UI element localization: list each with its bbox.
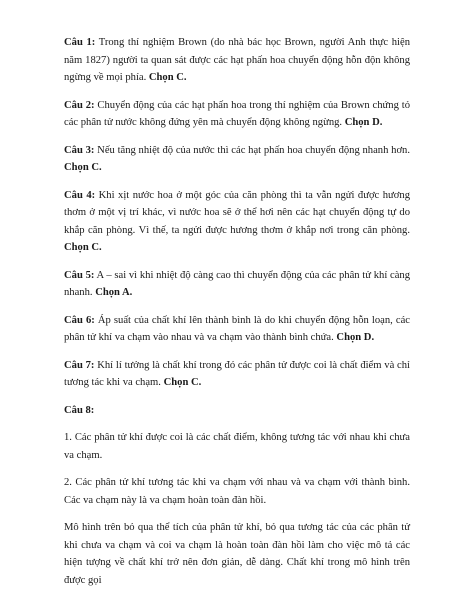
question-2 xyxy=(64,97,410,132)
answer-choice: Chọn A. xyxy=(95,287,133,298)
question-label: Câu 4: xyxy=(64,189,96,201)
answer-choice: Chọn D. xyxy=(336,332,375,343)
answer-choice: Chọn C. xyxy=(64,242,102,253)
question-label: Câu 2: xyxy=(64,99,95,111)
question-8-paragraph: 1. Các phân tử khí được coi là các chất điểm, không tương tác với nhau khi chưa va chạm. xyxy=(64,432,410,461)
question-text: A – sai vì khi nhiệt độ càng cao thì chuyển động của các phân tử khí càng nhanh. xyxy=(64,269,410,298)
question-label: Câu 8: xyxy=(64,404,95,416)
question-8-paragraph: 2. Các phân tử khí tương tác khi va chạm với nhau và va chạm với thành bình. Các va chạm này là va chạm hoàn toàn đàn hồi. xyxy=(64,477,410,506)
question-text: Nếu tăng nhiệt độ của nước thì các hạt phấn hoa chuyển động nhanh hơn. xyxy=(94,144,410,156)
question-4 xyxy=(64,187,410,257)
question-text: Trong thí nghiệm Brown (do nhà bác học Brown, người Anh thực hiện năm 1827) người ta quan sát được các hạt phấn hoa chuyển động hỗn độn không ngừng về mọi phía. xyxy=(64,37,410,83)
question-text: Áp suất của chất khí lên thành bình là do khi chuyển động hỗn loạn, các phân tử khí va chạm vào nhau và va chạm vào thành bình chứa. xyxy=(64,314,410,343)
question-label: Câu 6: xyxy=(64,314,95,326)
question-1 xyxy=(64,34,410,87)
answer-choice: Chọn C. xyxy=(163,377,202,388)
question-3 xyxy=(64,142,410,177)
answer-choice: Chọn C. xyxy=(148,72,187,83)
question-label: Câu 1: xyxy=(64,37,96,48)
question-label: Câu 7: xyxy=(64,359,95,371)
question-text: Khí lí tưởng là chất khí trong đó các phân tử được coi là chất điểm và chỉ tương tác khi va chạm. xyxy=(64,359,410,388)
question-text: Chuyển động của các hạt phấn hoa trong thí nghiệm của Brown chứng tỏ các phân tử nước không đứng yên mà chuyển động không ngừng. xyxy=(64,99,411,128)
question-8-heading xyxy=(64,402,410,420)
question-5 xyxy=(64,267,410,302)
question-label: Câu 3: xyxy=(64,144,95,156)
question-6 xyxy=(64,312,410,347)
question-label: Câu 5: xyxy=(64,269,95,281)
question-7 xyxy=(64,357,410,392)
question-text: Khi xịt nước hoa ở một góc của căn phòng thì ta vẫn ngửi được hương thơm ở một vị trí khác, vì nước hoa sẽ ở thể hơi nên các hạt chuyển động tự do khắp căn phòng. Vì thế, ta ngửi được hương thơm ở khắp nơi trong căn phòng. xyxy=(64,189,410,236)
question-8-paragraph: Mô hình trên bỏ qua thể tích của phân tử khí, bỏ qua tương tác của các phân tử khi chưa va chạm và coi va chạm là hoàn toàn đàn hồi làm cho việc mô tả các hiện tượng về chất khí trở nên đơn giản, dễ dàng. Chất khí trong mô hình trên được gọi xyxy=(64,522,410,586)
answer-choice: Chọn C. xyxy=(64,162,102,173)
answer-choice: Chọn D. xyxy=(344,117,383,128)
